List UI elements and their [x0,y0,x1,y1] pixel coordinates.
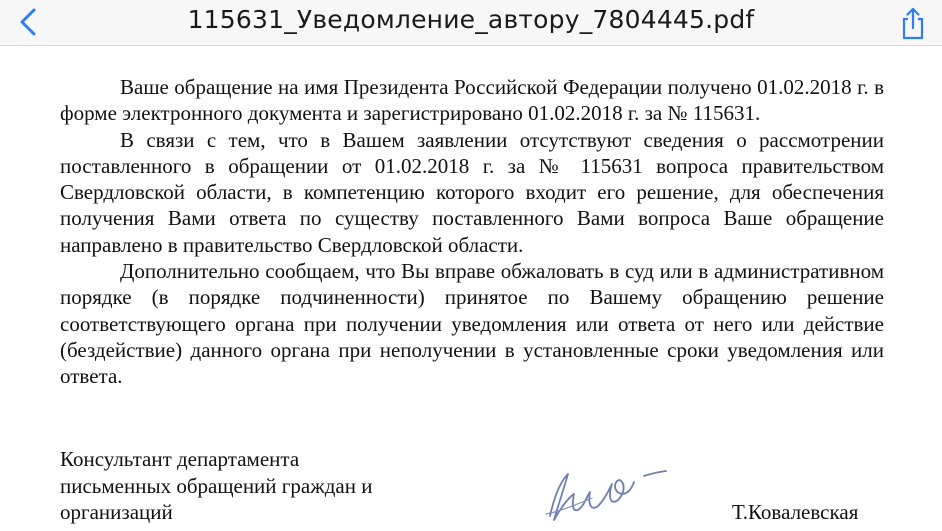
back-button[interactable] [14,4,44,40]
paragraph-registration: Ваше обращение на имя Президента Российской Федерации получено 01.02.2018 г. в форме электронного документа и зарегистрировано 01.02.2018 г. за № 115631. [60,75,884,126]
navigation-bar [0,0,942,46]
document-title: 115631_Уведомление_автору_7804445.pdf [187,5,755,34]
chevron-left-icon [14,4,44,40]
letter-body [60,74,884,390]
share-button[interactable] [898,5,928,41]
position-line: письменных обращений граждан и [60,473,373,498]
paragraph-appeal-rights: Дополнительно сообщаем, что Вы вправе обжаловать в суд или в административном порядке (в порядке подчиненности) принятое по Вашему обращению решение соответствующего органа при получении уведомления или ответа от него или действие (бездействие) данного органа при неполучении в установленные сроки уведомления или ответа. [60,259,884,389]
position-line: организаций [60,500,173,524]
pdf-document-view[interactable] [0,46,942,531]
share-icon [898,5,928,41]
position-line: Консультант департамента [60,447,300,471]
signer-name: Т.Ковалевская [732,500,859,524]
signer-position [60,446,420,526]
handwritten-signature [528,454,678,529]
paragraph-forwarding: В связи с тем, что в Вашем заявлении отсутствуют сведения о рассмотрении поставленного в обращении от 01.02.2018 г. за № 115631 вопроса правительством Свердловской области, в компетенцию которого входит его решение, для обеспечения получения Вами ответа по существу поставленного Вами вопроса Ваше обращение направлено в правительство Свердловской области. [60,127,884,257]
